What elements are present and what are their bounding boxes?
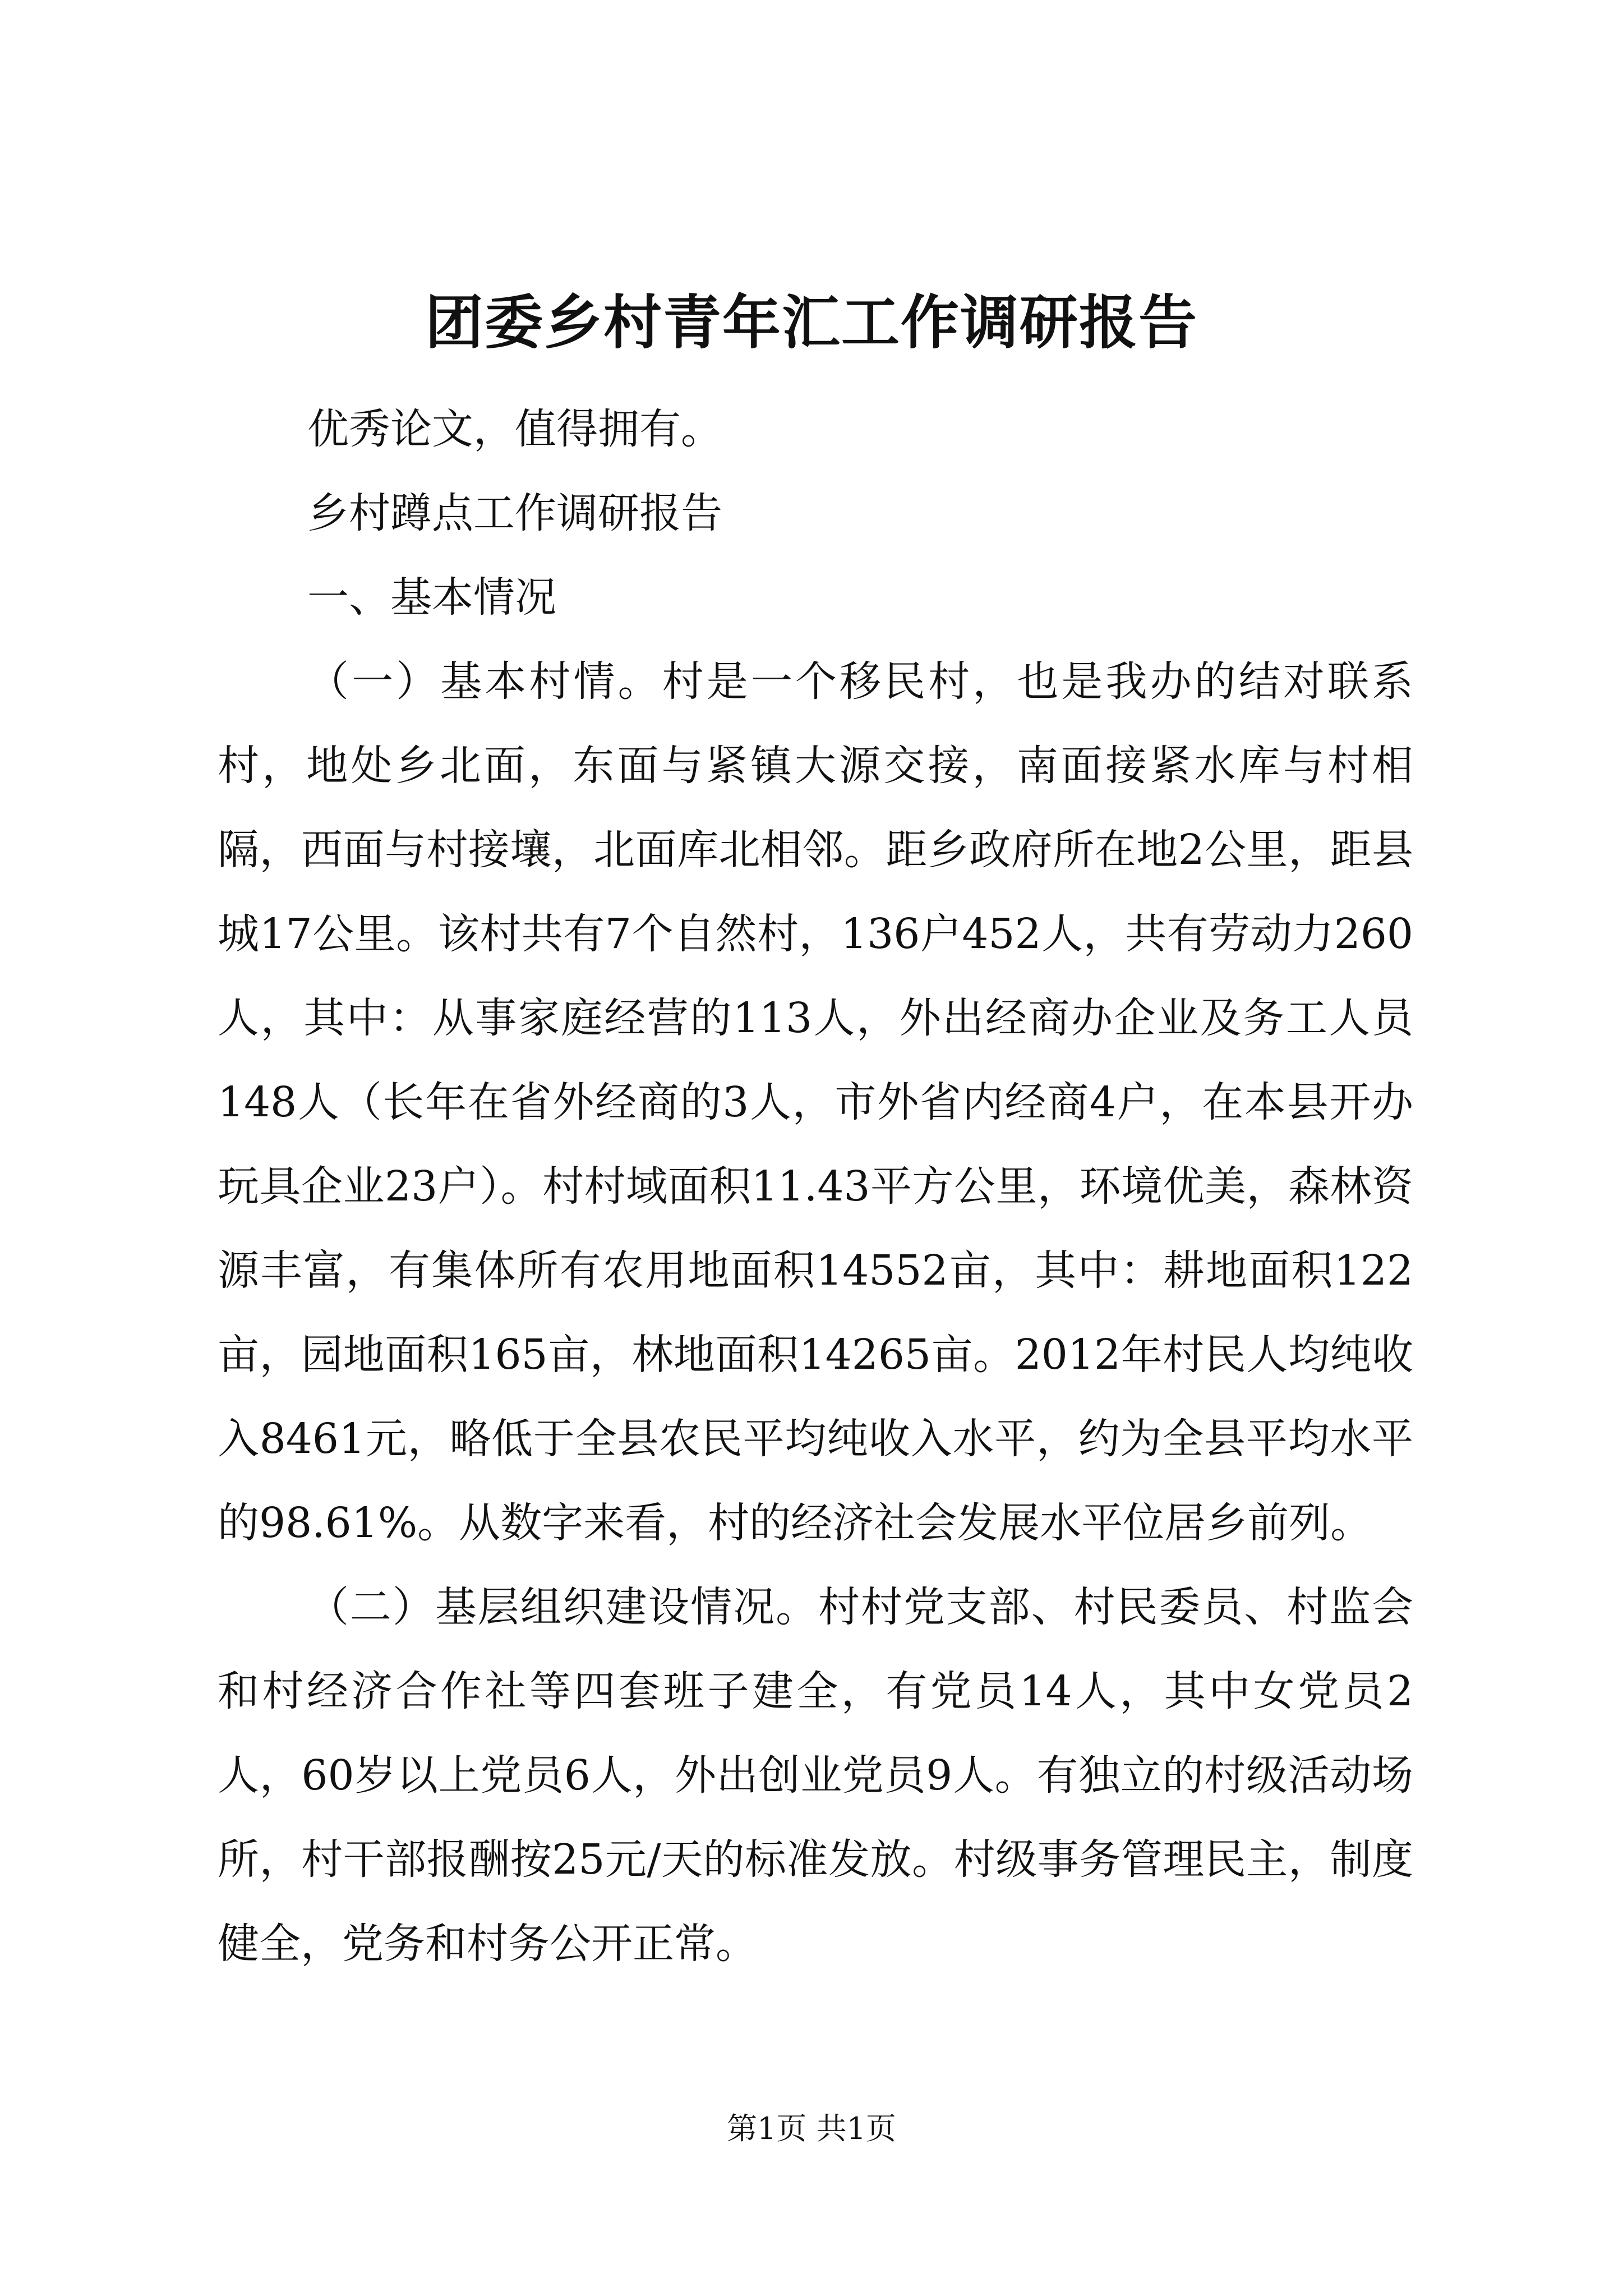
village-overview-paragraph: （一）基本村情。村是一个移民村，也是我办的结对联系村，地处乡北面，东面与紧镇大源交接，南面接紧水库与村相隔，西面与村接壤，北面库北相邻。距乡政府所在地2公里，距县城17公里。该村共有7个自然村，136户452人，共有劳动力260人，其中：从事家庭经营的113人，外出经商办企业及务工人员148人（长年在省外经商的3人，市外省内经商4户，在本县开办玩具企业23户）。村村域面积11.43平方公里，环境优美，森林资源丰富，有集体所有农用地面积14552亩，其中：耕地面积122亩，园地面积165亩，林地面积14265亩。2012年村民人均纯收入8461元，略低于全县农民平均纯收入水平，约为全县平均水平的98.61%。从数字来看，村的经济社会发展水平位居乡前列。: [218, 657, 1413, 1547]
document-body: [218, 387, 1413, 1986]
page-footer: 第1页 共1页: [727, 2111, 896, 2146]
document-title: 团委乡村青年汇工作调研报告: [425, 288, 1198, 357]
subtitle-paragraph: 乡村蹲点工作调研报告: [307, 489, 722, 537]
intro-paragraph: 优秀论文，值得拥有。: [307, 405, 722, 453]
organization-paragraph: （二）基层组织建设情况。村村党支部、村民委员、村监会和村经济合作社等四套班子建全，有党员14人，其中女党员2人，60岁以上党员6人，外出创业党员9人。有独立的村级活动场所，村干部报酬按25元/天的标准发放。村级事务管理民主，制度健全，党务和村务公开正常。: [218, 1583, 1413, 1968]
section-heading: 一、基本情况: [307, 573, 556, 622]
